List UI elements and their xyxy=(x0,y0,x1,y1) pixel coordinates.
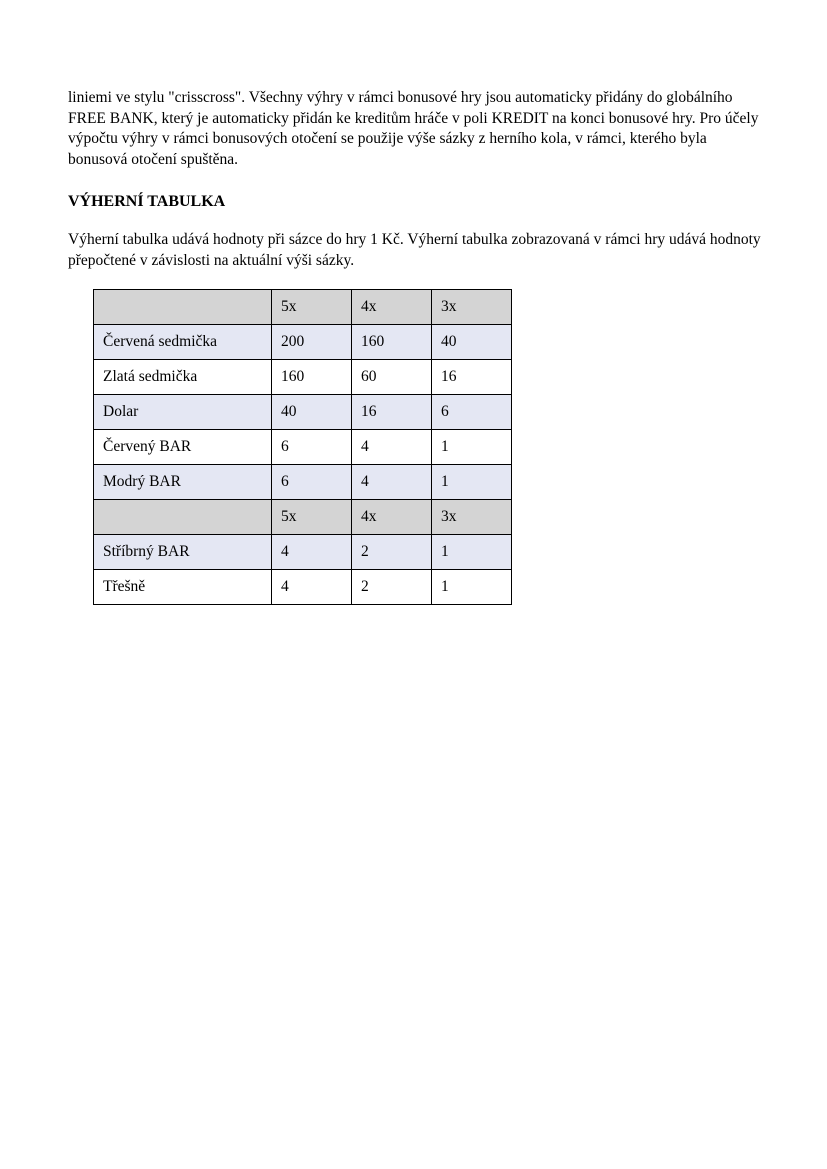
paytable-cell: 4x xyxy=(352,290,432,325)
paytable-cell: 4 xyxy=(352,430,432,465)
paytable-cell: Třešně xyxy=(94,570,272,605)
paytable-cell: 16 xyxy=(432,360,512,395)
paytable-cell: Dolar xyxy=(94,395,272,430)
paytable-cell: 3x xyxy=(432,500,512,535)
paytable-cell: 4 xyxy=(352,465,432,500)
paytable-cell: 1 xyxy=(432,570,512,605)
paytable-header-row xyxy=(94,500,512,535)
paytable-cell: 160 xyxy=(352,325,432,360)
paytable-row xyxy=(94,570,512,605)
paytable-cell: Červená sedmička xyxy=(94,325,272,360)
paytable-cell: 60 xyxy=(352,360,432,395)
paytable-cell: Červený BAR xyxy=(94,430,272,465)
paytable-cell: 6 xyxy=(272,465,352,500)
paytable-cell xyxy=(94,290,272,325)
paytable-cell: 40 xyxy=(432,325,512,360)
paytable-cell: 4x xyxy=(352,500,432,535)
paytable-cell: 4 xyxy=(272,570,352,605)
paytable-cell: 16 xyxy=(352,395,432,430)
paytable-cell: 2 xyxy=(352,535,432,570)
paytable-cell xyxy=(94,500,272,535)
paragraph-table-intro: Výherní tabulka udává hodnoty při sázce do hry 1 Kč. Výherní tabulka zobrazovaná v rámci hry udává hodnoty přepočtené v závislosti na aktuální výši sázky. xyxy=(68,231,761,269)
section-heading-vyherni-tabulka: VÝHERNÍ TABULKA xyxy=(68,193,226,210)
paytable-row xyxy=(94,535,512,570)
paytable-cell: 5x xyxy=(272,290,352,325)
paytable-row xyxy=(94,395,512,430)
paytable-cell: Stříbrný BAR xyxy=(94,535,272,570)
paytable-cell: Zlatá sedmička xyxy=(94,360,272,395)
paytable-cell: 3x xyxy=(432,290,512,325)
paytable-cell: 1 xyxy=(432,465,512,500)
paytable-cell: 160 xyxy=(272,360,352,395)
paytable-row xyxy=(94,325,512,360)
paytable-row xyxy=(94,465,512,500)
paytable-row xyxy=(94,430,512,465)
paytable-cell: 1 xyxy=(432,430,512,465)
paragraph-bonus-rules: liniemi ve stylu "crisscross". Všechny výhry v rámci bonusové hry jsou automaticky přidány do globálního FREE BANK, který je automaticky přidán ke kreditům hráče v poli KREDIT na konci bonusové hry. Pro účely výpočtu výhry v rámci bonusových otočení se použije výše sázky z herního kola, v rámci, kterého byla bonusová otočení spuštěna. xyxy=(68,89,759,168)
paytable-cell: 5x xyxy=(272,500,352,535)
document-content xyxy=(68,88,764,605)
paytable-cell: 6 xyxy=(432,395,512,430)
paytable-cell: 6 xyxy=(272,430,352,465)
paytable-cell: 1 xyxy=(432,535,512,570)
paytable xyxy=(93,289,512,605)
paytable-cell: 200 xyxy=(272,325,352,360)
paytable-cell: 4 xyxy=(272,535,352,570)
paytable-row xyxy=(94,360,512,395)
paytable-cell: 2 xyxy=(352,570,432,605)
paytable-header-row xyxy=(94,290,512,325)
paytable-cell: Modrý BAR xyxy=(94,465,272,500)
paytable-cell: 40 xyxy=(272,395,352,430)
